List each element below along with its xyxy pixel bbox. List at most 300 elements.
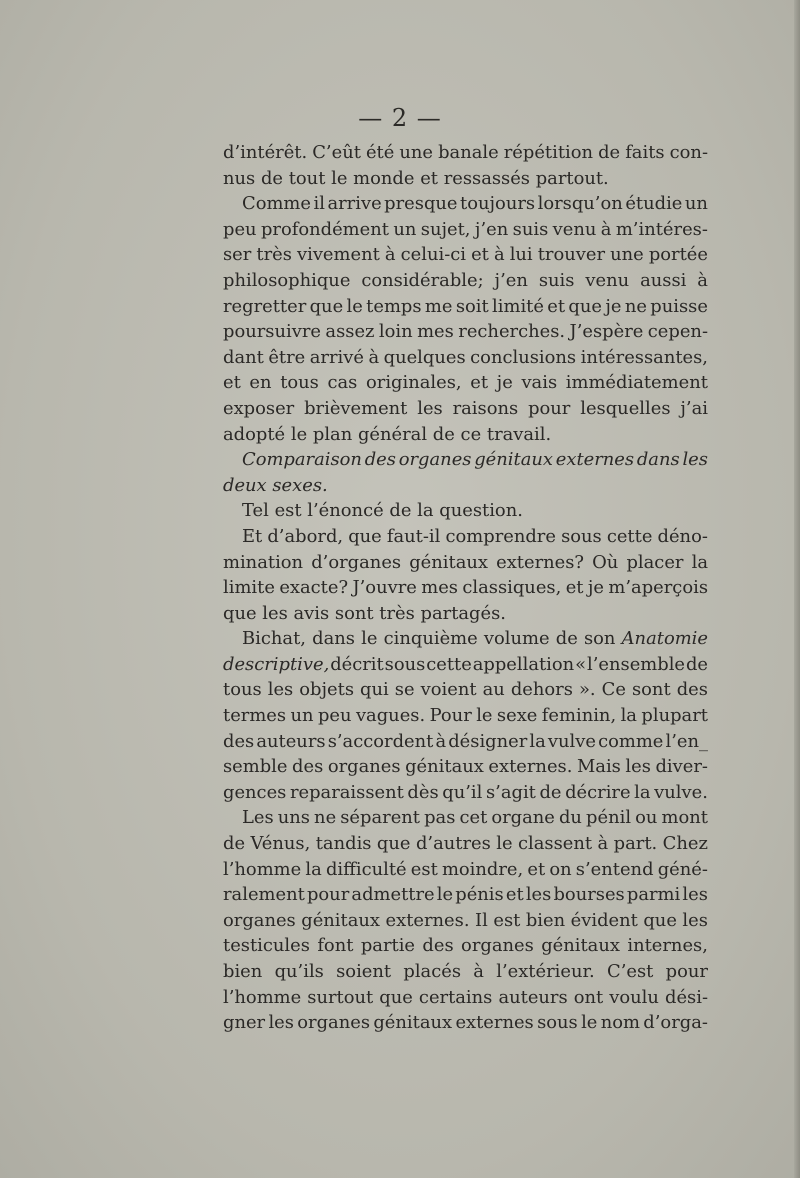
word: organes [297, 1012, 371, 1034]
word: plupart [641, 705, 708, 727]
word: reparaissent [289, 781, 404, 803]
word: vulve [547, 730, 596, 752]
word: le [496, 833, 513, 855]
word: bien [525, 909, 566, 931]
word: la [620, 705, 637, 727]
word: partagés. [420, 602, 506, 624]
word: ressassés [443, 167, 530, 189]
word: qu’il [442, 781, 483, 803]
word: de [432, 423, 455, 445]
word: C’eût [312, 142, 361, 163]
word: parmi [626, 884, 681, 906]
word: puisse [650, 295, 708, 317]
word: que [379, 986, 413, 1008]
word: le [290, 423, 308, 445]
word: été [365, 142, 395, 163]
word: Mais [576, 756, 621, 778]
word: nus [223, 167, 256, 189]
word: presque [384, 193, 458, 215]
word: très [379, 602, 415, 624]
word: de [685, 653, 708, 675]
word: immédiatement [565, 372, 708, 394]
text-line [223, 242, 708, 268]
word: des [223, 730, 255, 752]
word: externes. [488, 756, 573, 778]
word: adopté [223, 423, 286, 445]
word: sont [631, 679, 671, 701]
word: organes [223, 909, 296, 931]
word: étudie [625, 193, 683, 215]
word: lesquelles [580, 397, 671, 419]
word: je [587, 577, 604, 599]
word: Comme [242, 193, 311, 215]
word: est [274, 500, 302, 522]
text-line [223, 754, 708, 780]
word: un [393, 218, 417, 240]
word: décrire [565, 781, 631, 803]
word: de [555, 628, 578, 650]
word: sous [537, 1012, 578, 1034]
word: les [262, 602, 288, 624]
word: venu [585, 269, 630, 291]
word: nom [600, 1012, 640, 1034]
word: m’intéres- [615, 218, 708, 240]
text-line [223, 933, 708, 959]
word: les [267, 679, 294, 701]
word: exposer [223, 397, 295, 419]
word: s’agit [485, 781, 536, 803]
word: pour [306, 884, 350, 906]
word: pas [424, 807, 456, 829]
word: à [384, 244, 396, 266]
word: placer [626, 551, 684, 573]
word: génitaux [474, 449, 553, 471]
word: et [470, 372, 489, 394]
word: génitaux [541, 935, 620, 957]
word: et [505, 884, 524, 906]
word: dans [312, 628, 355, 650]
word: ne [624, 295, 647, 317]
word: sujet, [420, 218, 471, 240]
word: me [424, 295, 453, 317]
word: trouver [537, 244, 606, 266]
word: voient [420, 679, 477, 701]
word: que [348, 525, 382, 547]
word: pour [665, 961, 708, 982]
word: J’ouvre [352, 577, 417, 599]
word: l’homme [223, 858, 302, 880]
word: pénil [586, 807, 632, 829]
word: avis [293, 602, 330, 624]
word: testicules [223, 935, 310, 957]
word: à [493, 244, 505, 266]
word: le [361, 628, 378, 650]
word: loin [378, 321, 413, 343]
word: faits [625, 142, 665, 163]
word: mont [661, 807, 708, 829]
word: vagues. [355, 705, 426, 727]
word: dési- [665, 986, 708, 1008]
text-line [223, 677, 708, 703]
word: en [249, 372, 272, 394]
word: génitaux [405, 756, 484, 778]
text-line [223, 319, 708, 345]
word: des [422, 935, 454, 957]
text-line [223, 601, 708, 627]
word: peu [223, 218, 257, 240]
word: des [364, 449, 396, 471]
word: pour [528, 397, 571, 419]
word: voulu [609, 986, 659, 1008]
word: auteurs [498, 986, 568, 1008]
word: s’entend [575, 858, 654, 880]
word: vivement [297, 244, 380, 266]
word: et [547, 295, 566, 317]
word: la [417, 500, 434, 522]
word: externes [555, 449, 635, 471]
word: dès [407, 781, 439, 803]
word: auteurs [256, 730, 326, 752]
word: tous [280, 372, 319, 394]
word: que [309, 295, 344, 317]
word: difficulté [325, 858, 407, 880]
word: suis [538, 269, 575, 291]
word: à [597, 833, 609, 855]
word: à [697, 269, 708, 291]
word: dehors [510, 679, 573, 701]
word: objets [299, 679, 354, 701]
word: l’énoncé [307, 500, 384, 522]
word: organes [327, 756, 401, 778]
word: termes [223, 705, 287, 727]
word: bien [223, 961, 263, 982]
word: externes [455, 1012, 534, 1034]
word: brièvement [304, 397, 408, 419]
text-line [223, 140, 708, 166]
word: de [223, 833, 246, 855]
word: Chez [662, 833, 708, 855]
word: des [292, 756, 324, 778]
text-line [223, 780, 708, 806]
word: est [493, 909, 521, 931]
word: tous [223, 679, 262, 701]
word: de [260, 167, 283, 189]
word: bourses [553, 884, 625, 906]
word: à [435, 730, 447, 752]
text-line [223, 831, 708, 857]
body-text [223, 140, 708, 1036]
word: font [317, 935, 354, 957]
word: Et [242, 525, 263, 547]
word: monde [353, 167, 415, 189]
word: comme [598, 730, 664, 752]
word: le [346, 295, 363, 317]
word: aussi [640, 269, 687, 291]
word: mes [421, 577, 458, 599]
word: con- [669, 142, 708, 163]
word: évident [570, 909, 638, 931]
word: général [357, 423, 428, 445]
word: part. [613, 833, 658, 855]
word: au [482, 679, 505, 701]
word: conclusions [470, 346, 577, 368]
word: le [581, 1012, 598, 1034]
word: partout. [535, 167, 609, 189]
text-line [223, 524, 708, 550]
word: les [682, 449, 708, 471]
word: l’ensemble [587, 653, 686, 675]
word: de [389, 500, 412, 522]
word: cet [459, 807, 488, 829]
word: Où [592, 551, 619, 573]
word: feminin, [541, 705, 617, 727]
word: cette [426, 653, 472, 675]
word: et [471, 244, 489, 266]
word: deux [223, 474, 267, 496]
word: m’aperçois [608, 577, 708, 599]
word: profondément [260, 218, 389, 240]
word: d’organes [311, 551, 402, 573]
word: philosophique [223, 269, 351, 291]
word: les [682, 884, 708, 906]
word: Vénus, [250, 833, 311, 855]
word: organes [398, 449, 472, 471]
word: ou [635, 807, 658, 829]
word: et [527, 858, 546, 880]
text-line [223, 652, 708, 678]
text-line [223, 550, 708, 576]
text-line [223, 575, 708, 601]
word: s’accordent [327, 730, 434, 752]
word: ont [573, 986, 604, 1008]
text-line [223, 908, 708, 934]
word: et [420, 167, 438, 189]
word: faut-il [386, 525, 441, 547]
text-line [223, 422, 708, 448]
word: désigner [448, 730, 528, 752]
word: surtout [307, 986, 374, 1008]
text-line [223, 396, 708, 422]
text-line [223, 447, 708, 473]
word: le [476, 705, 493, 727]
word: cette [606, 525, 653, 547]
word: suis [512, 218, 549, 240]
word: cepen- [647, 321, 708, 343]
word: séparent [340, 807, 420, 829]
page-number: — 2 — [358, 104, 442, 132]
word: de [598, 142, 621, 163]
word: qu’ils [274, 961, 324, 982]
word: plan [312, 423, 353, 445]
word: arrivé [309, 346, 364, 368]
word: que [376, 833, 411, 855]
word: un [684, 193, 708, 215]
word: Il [475, 909, 488, 931]
word: temps [366, 295, 422, 317]
word: et [223, 372, 241, 394]
word: considérable; [361, 269, 484, 291]
word: ser [223, 244, 252, 266]
word: qui [360, 679, 389, 701]
word: Ce [601, 679, 626, 701]
word: décrit [330, 653, 384, 675]
word: ralement [223, 884, 305, 906]
word: génitaux [301, 909, 381, 931]
word: la [634, 781, 651, 803]
word: j’en [494, 269, 528, 291]
word: une [610, 244, 644, 266]
word: lorsqu’on [537, 193, 623, 215]
word: recherches. [458, 321, 566, 343]
word: externes? [496, 551, 584, 573]
word: sous [561, 525, 602, 547]
word: à [600, 218, 612, 240]
word: peu [317, 705, 352, 727]
text-line [223, 959, 708, 985]
word: soient [336, 961, 392, 982]
word: d’abord, [267, 525, 344, 547]
word: volume [483, 628, 550, 650]
word: que [568, 295, 602, 317]
word: semble [223, 756, 288, 778]
word: originales, [366, 372, 462, 394]
word: très [256, 244, 292, 266]
word: ». [578, 679, 596, 701]
word: gences [223, 781, 287, 803]
word: les [625, 756, 651, 778]
text-line [223, 268, 708, 294]
text-line [223, 191, 708, 217]
word: à [368, 346, 380, 368]
word: l’extérieur. [496, 961, 595, 982]
word: les [417, 397, 443, 419]
text-line [223, 345, 708, 371]
word: externes. [385, 909, 470, 931]
word: les [525, 884, 552, 906]
word: pénis [455, 884, 504, 906]
word: descriptive, [223, 653, 330, 675]
word: gner [223, 1012, 266, 1034]
word: banale [438, 142, 499, 163]
word: moindre, [441, 858, 524, 880]
text-line [223, 985, 708, 1011]
text-line [223, 703, 708, 729]
text-line [223, 882, 708, 908]
word: dant [223, 346, 264, 368]
text-line [223, 473, 708, 499]
word: répétition [503, 142, 594, 163]
text-line [223, 729, 708, 755]
word: question. [439, 500, 523, 522]
word: se [394, 679, 415, 701]
word: classiques, [462, 577, 562, 599]
text-line [223, 498, 708, 524]
word: celui-ci [400, 244, 466, 266]
word: tout [288, 167, 326, 189]
word: classent [518, 833, 593, 855]
word: Pour [429, 705, 472, 727]
word: la [305, 858, 322, 880]
word: que [643, 909, 677, 931]
word: lui [509, 244, 533, 266]
word: son [583, 628, 616, 650]
word: j’ai [680, 397, 708, 419]
word: diver- [655, 756, 708, 778]
word: limite [223, 577, 275, 599]
word: l’en_ [665, 730, 708, 752]
word: raisons [452, 397, 519, 419]
text-line [223, 626, 708, 652]
word: génitaux [373, 1012, 453, 1034]
word: uns [277, 807, 310, 829]
text-line [223, 805, 708, 831]
word: une [399, 142, 434, 163]
word: je [496, 372, 513, 394]
word: j’en [474, 218, 509, 240]
word: le [331, 167, 348, 189]
word: Bichat, [242, 628, 306, 650]
word: de [539, 781, 562, 803]
word: arrive [327, 193, 382, 215]
word: Tel [242, 500, 269, 522]
word: Les [242, 807, 274, 829]
word: et [565, 577, 584, 599]
word: poursuivre [223, 321, 321, 343]
word: organes [461, 935, 534, 957]
word: ce [460, 423, 482, 445]
word: « [575, 653, 587, 675]
word: sous [384, 653, 426, 675]
word: limité [492, 295, 544, 317]
word: l’homme [223, 986, 302, 1008]
word: comprendre [445, 525, 556, 547]
word: Comparaison [242, 449, 362, 471]
word: travail. [486, 423, 552, 445]
word: je [605, 295, 622, 317]
word: admettre [351, 884, 435, 906]
word: d’intérêt. [223, 142, 308, 163]
word: vulve. [654, 781, 708, 803]
word: mes [417, 321, 454, 343]
word: organe [491, 807, 555, 829]
word: cas [327, 372, 358, 394]
word: ne [314, 807, 337, 829]
word: mination [223, 551, 304, 573]
word: soit [455, 295, 489, 317]
word: d’autres [415, 833, 491, 855]
word: il [313, 193, 325, 215]
text-line [223, 217, 708, 243]
word: les [682, 909, 708, 931]
word: toujours [460, 193, 536, 215]
word: vais [521, 372, 558, 394]
word: C’est [607, 961, 654, 982]
word: regretter [223, 295, 307, 317]
word: que [223, 602, 257, 624]
word: être [268, 346, 306, 368]
word: génitaux [409, 551, 488, 573]
word: à [473, 961, 484, 982]
word: la [691, 551, 708, 573]
word: appellation [472, 653, 575, 675]
text-line [223, 857, 708, 883]
text-line [223, 370, 708, 396]
text-line [223, 1010, 708, 1036]
word: des [676, 679, 708, 701]
word: assez [325, 321, 375, 343]
word: quelques [383, 346, 466, 368]
word: on [549, 858, 572, 880]
